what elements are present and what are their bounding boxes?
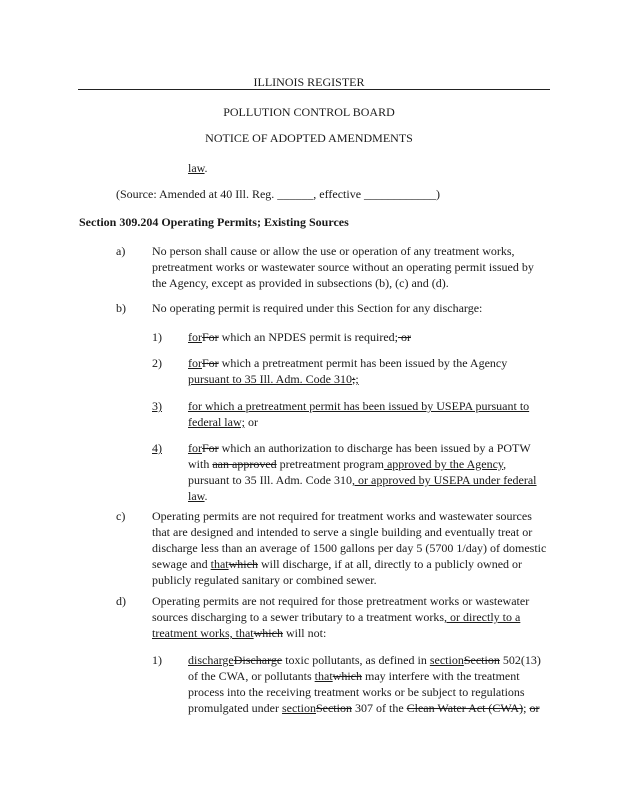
item-b2-label: 2): [152, 356, 162, 370]
register-title: ILLINOIS REGISTER: [253, 75, 365, 89]
continued-text: [188, 160, 208, 176]
item-b3-label: 3): [152, 399, 162, 413]
item-b1-text: forFor which an NPDES permit is required; or: [188, 330, 411, 344]
notice-title: NOTICE OF ADOPTED AMENDMENTS: [205, 131, 413, 145]
item-b2-text: forFor which a pretreatment permit has been issued by the Agency pursuant to 35 Ill. Adm. Code 310;;: [188, 356, 508, 386]
header-rule: [78, 89, 550, 90]
subsection-c-label: c): [116, 509, 126, 523]
subsection-d-label: d): [116, 594, 126, 608]
subsection-c-text: Operating permits are not required for treatment works and wastewater sources that are designed and intended to serve a single building and eventually treat or discharge less than an average of 1500 gallons per day 5 (5700 1/day) of domestic sewage and thatwhich will discharge, if at all, directly to a publicly owned or publicly regulated sanitary or combined sewer.: [152, 509, 547, 587]
tail-text: law: [188, 161, 205, 175]
item-d1-text: dischargeDischarge toxic pollutants, as defined in sectionSection 502(13) of the CWA, or pollutants thatwhich may interfere with the treatment process into the receiving treatment works or be subject to regulations promulgated under sectionSection 307 of the Clean Water Act (CWA); or: [188, 653, 541, 715]
source-note: (Source: Amended at 40 Ill. Reg. ______, effective ____________): [116, 187, 441, 201]
subsection-d-text: Operating permits are not required for those pretreatment works or wastewater sources discharging to a sewer tributary to a treatment works, or directly to a treatment works, thatwhich will not:: [152, 594, 530, 640]
tail-period: .: [204, 161, 208, 175]
board-title: POLLUTION CONTROL BOARD: [223, 105, 395, 119]
item-d1-label: 1): [152, 653, 162, 667]
subsection-b-label: b): [116, 301, 126, 315]
subsection-a-text: No person shall cause or allow the use or operation of any treatment works, pretreatment works or wastewater source without an operating permit issued by the Agency, except as provided in subsections (b), (c) and (d).: [152, 244, 534, 290]
item-b1-label: 1): [152, 330, 162, 344]
section-heading: Section 309.204 Operating Permits; Existing Sources: [79, 215, 349, 229]
item-b4-label: 4): [152, 441, 162, 455]
subsection-a-label: a): [116, 244, 126, 258]
item-b4-text: forFor which an authorization to discharge has been issued by a POTW with aan approved pretreatment program approved by the Agency, pursuant to 35 Ill. Adm. Code 310, or approved by USEPA under federal law.: [188, 441, 537, 503]
subsection-b-text: No operating permit is required under this Section for any discharge:: [152, 301, 483, 315]
item-b3-text: for which a pretreatment permit has been issued by USEPA pursuant to federal law; or: [188, 399, 530, 429]
